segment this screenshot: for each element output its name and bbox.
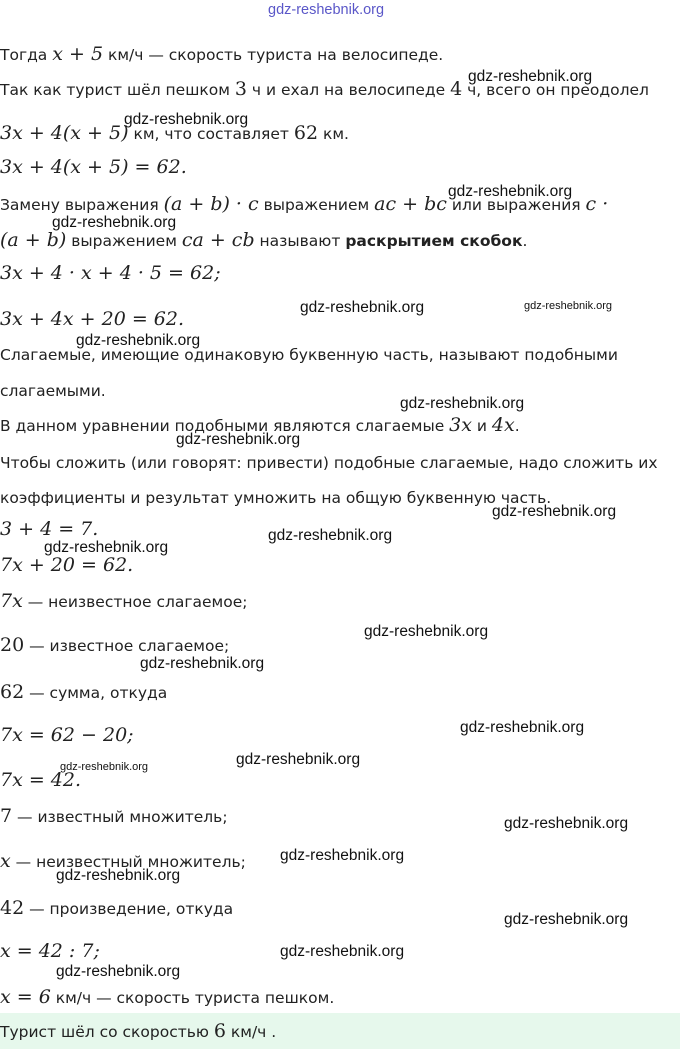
watermark: gdz-reshebnik.org: [56, 963, 181, 980]
solution-line: 7 — известный множитель;: [0, 805, 228, 827]
equation-line: x = 42 : 7;: [0, 940, 100, 962]
equation-line: 3x + 4 · x + 4 · 5 = 62;: [0, 262, 221, 284]
watermark: gdz-reshebnik.org: [236, 751, 361, 768]
solution-line: 62 — сумма, откуда: [0, 681, 168, 703]
watermark: gdz-reshebnik.org: [448, 183, 573, 200]
solution-line: (a + b) выражением ca + cb называют раскрытием скобок.: [0, 229, 528, 251]
solution-line: Тогда x + 5 км/ч — скорость туриста на велосипеде.: [0, 43, 444, 65]
solution-line: 42 — произведение, откуда: [0, 897, 234, 919]
solution-line: В данном уравнении подобными являются слагаемые 3x и 4x.: [0, 414, 520, 436]
solution-line: Чтобы сложить (или говорят: привести) подобные слагаемые, надо сложить их: [0, 454, 658, 472]
watermark: gdz-reshebnik.org: [140, 655, 265, 672]
equation-line: 3x + 4x + 20 = 62.: [0, 308, 184, 330]
equation-line: 3x + 4(x + 5) = 62.: [0, 156, 187, 178]
watermark: gdz-reshebnik.org: [400, 395, 525, 412]
watermark: gdz-reshebnik.org: [44, 539, 169, 556]
watermark: gdz-reshebnik.org: [76, 332, 201, 349]
equation-line: 7x + 20 = 62.: [0, 554, 134, 576]
watermark-top[interactable]: gdz-reshebnik.org: [268, 2, 385, 18]
solution-line: 3x + 4(x + 5) км, что составляет 62 км.: [0, 122, 349, 144]
equation-line: 7x = 62 − 20;: [0, 724, 134, 746]
watermark: gdz-reshebnik.org: [364, 623, 489, 640]
equation-line: 3 + 4 = 7.: [0, 518, 99, 540]
solution-line: x — неизвестный множитель;: [0, 850, 246, 872]
watermark: gdz-reshebnik.org: [524, 300, 613, 312]
watermark: gdz-reshebnik.org: [280, 943, 405, 960]
solution-line: Замену выражения (a + b) · c выражением ac + bc или выражения c ·: [0, 193, 609, 215]
watermark: gdz-reshebnik.org: [176, 431, 301, 448]
solution-line: x = 6 км/ч — скорость туриста пешком.: [0, 986, 335, 1008]
watermark: gdz-reshebnik.org: [124, 111, 249, 128]
answer-text: Турист шёл со скоростью 6 км/ч .: [0, 1020, 277, 1042]
solution-line: Слагаемые, имеющие одинаковую буквенную часть, называют подобными: [0, 346, 618, 364]
watermark: gdz-reshebnik.org: [56, 867, 181, 884]
solution-line: слагаемыми.: [0, 382, 106, 400]
solution-line: 20 — известное слагаемое;: [0, 634, 230, 656]
watermark: gdz-reshebnik.org: [492, 503, 617, 520]
watermark: gdz-reshebnik.org: [268, 527, 393, 544]
watermark: gdz-reshebnik.org: [300, 299, 425, 316]
watermark: gdz-reshebnik.org: [468, 68, 593, 85]
solution-line: Так как турист шёл пешком 3 ч и ехал на велосипеде 4 ч, всего он преодолел: [0, 78, 649, 100]
watermark: gdz-reshebnik.org: [60, 761, 149, 773]
solution-line: 7x — неизвестное слагаемое;: [0, 590, 248, 612]
watermark: gdz-reshebnik.org: [504, 815, 629, 832]
watermark: gdz-reshebnik.org: [504, 911, 629, 928]
watermark: gdz-reshebnik.org: [460, 719, 585, 736]
watermark: gdz-reshebnik.org: [52, 214, 177, 231]
answer-box: [0, 1013, 680, 1049]
solution-line: коэффициенты и результат умножить на общую буквенную часть.: [0, 489, 552, 507]
term-bold: раскрытием скобок: [345, 232, 523, 250]
watermark: gdz-reshebnik.org: [280, 847, 405, 864]
equation-line: 7x = 42.: [0, 769, 82, 791]
